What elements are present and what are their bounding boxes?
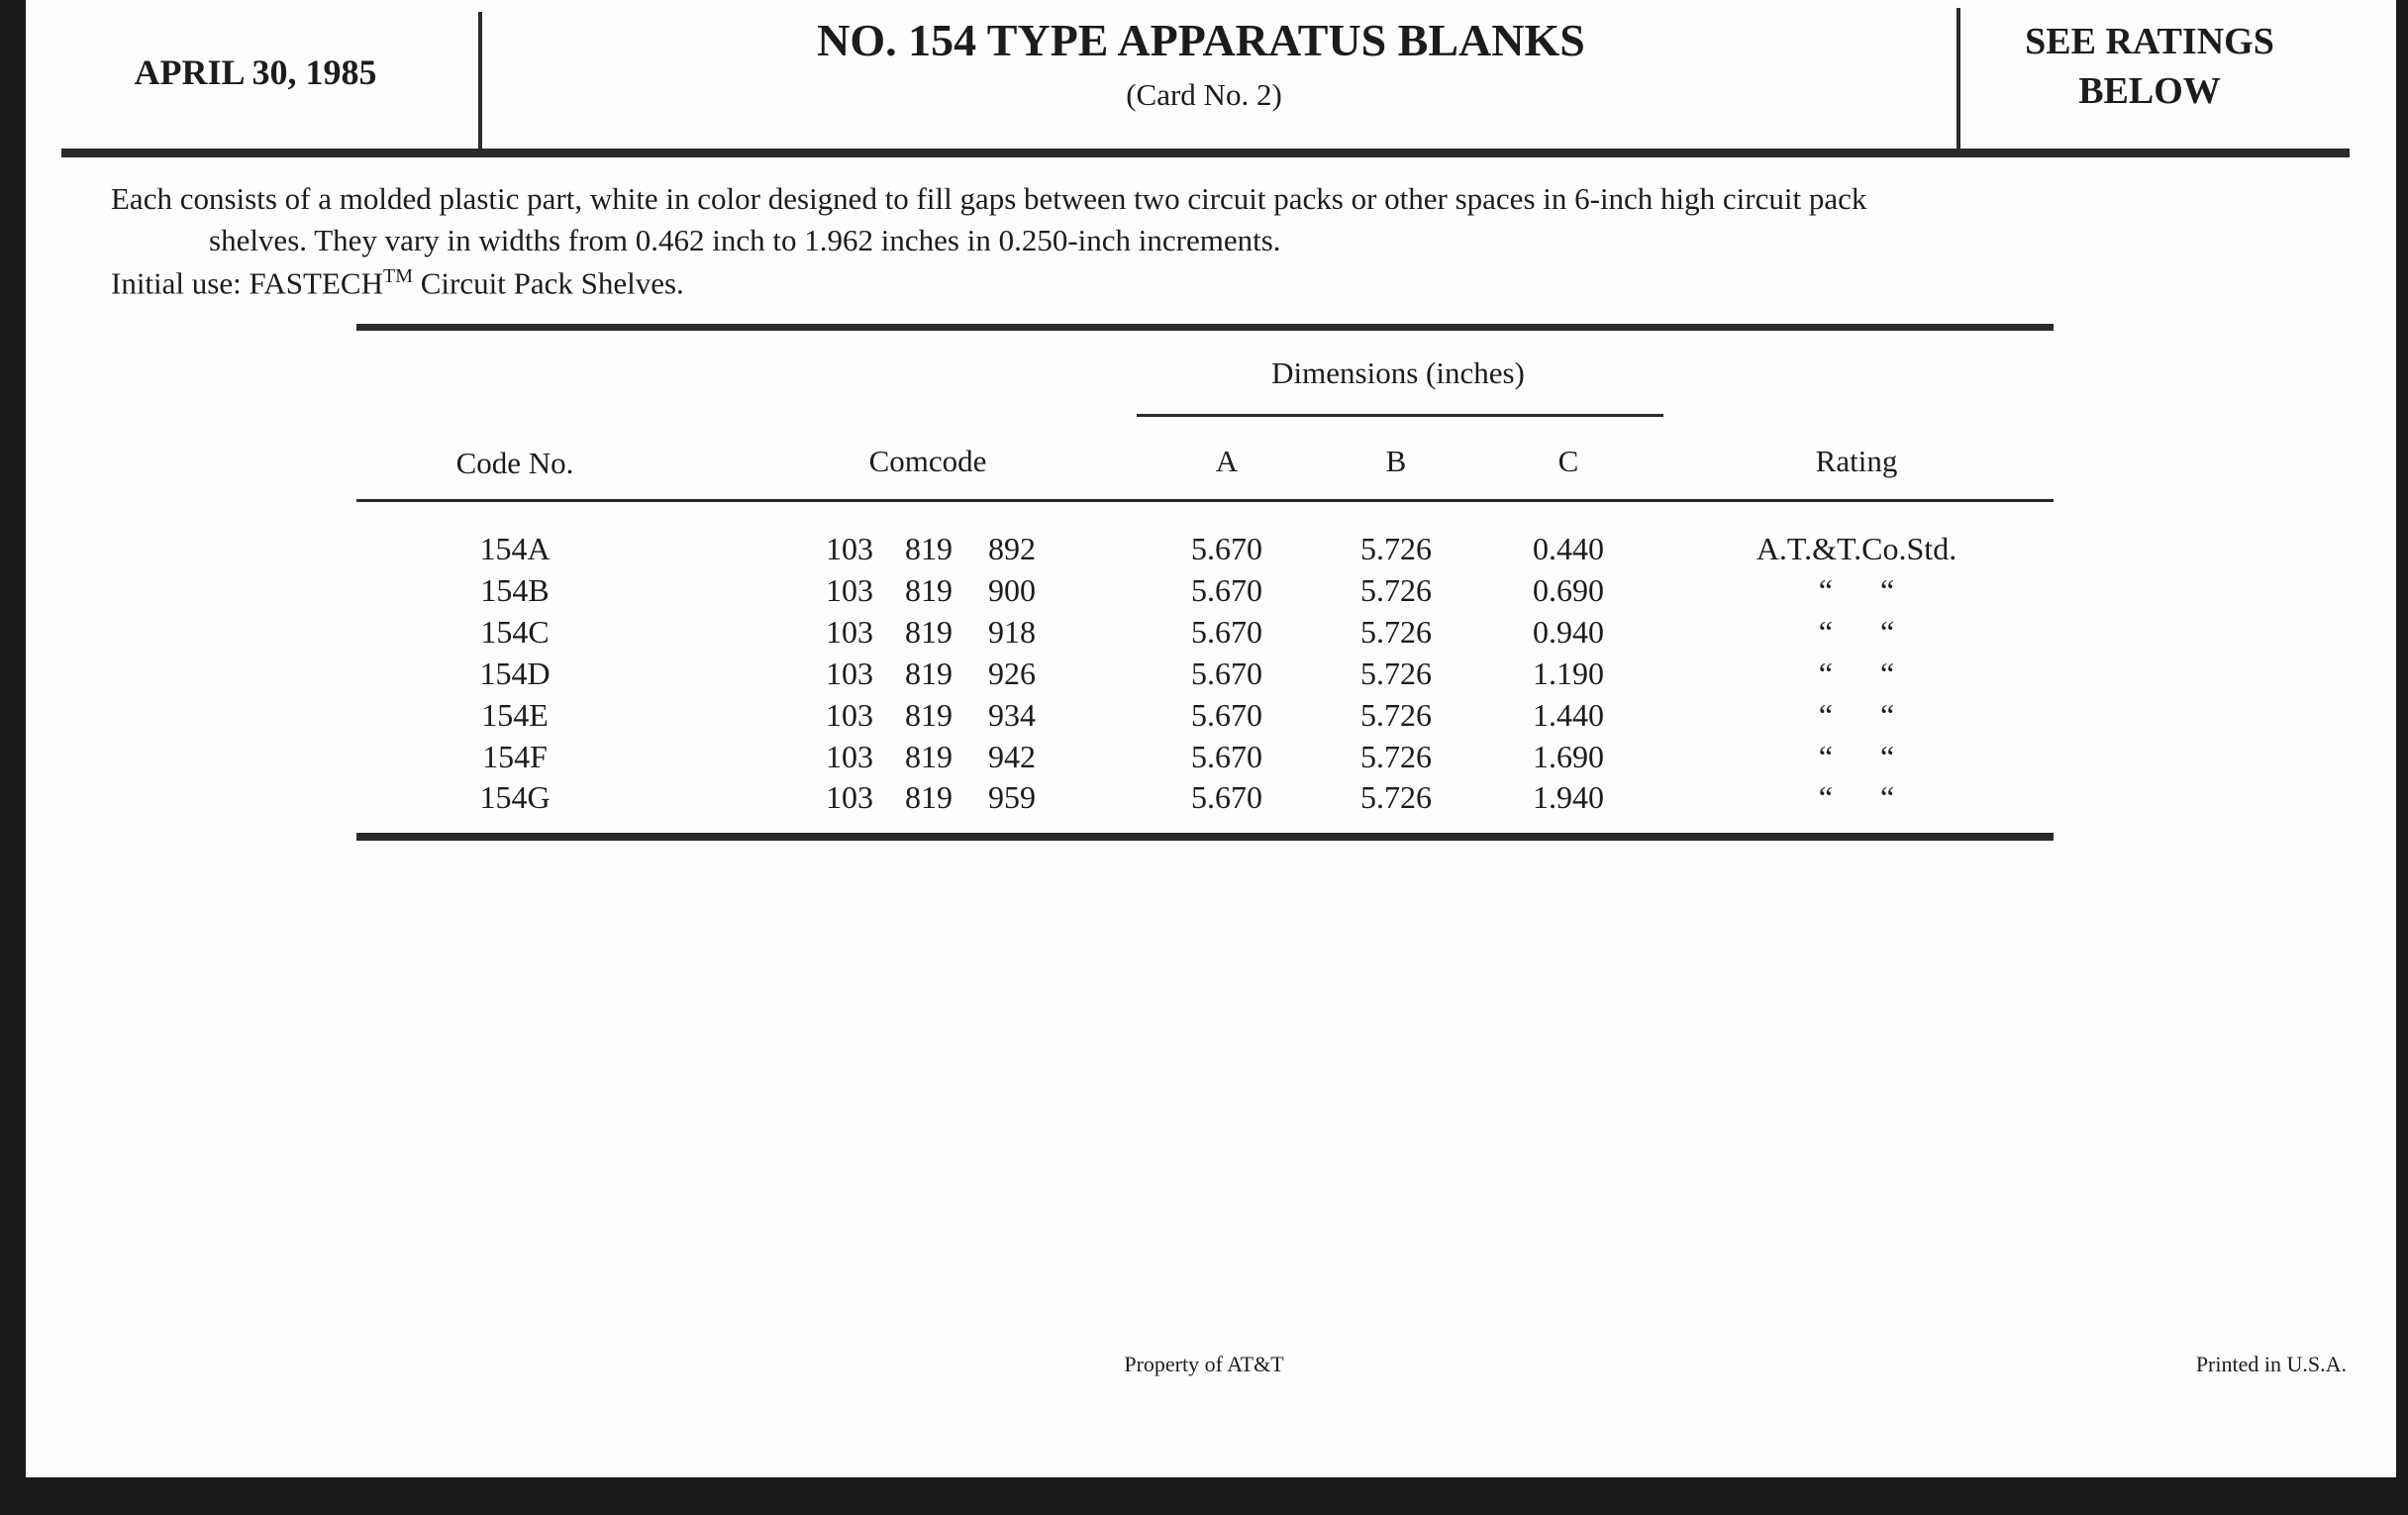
cell-rating: “ “ — [1818, 696, 1895, 733]
cell-comcode-part-2: 819 — [905, 696, 953, 733]
cell-code: 154C — [480, 613, 550, 650]
dimensions-rule — [1137, 414, 1663, 417]
cell-comcode-part-3: 959 — [988, 779, 1036, 816]
initial-use-suffix: Circuit Pack Shelves. — [412, 265, 684, 301]
cell-dimension-c: 1.940 — [1533, 779, 1604, 816]
header-divider-right — [1956, 8, 1960, 152]
header-divider-left — [478, 12, 482, 153]
trademark: TM — [382, 265, 413, 287]
cell-dimension-a: 5.670 — [1191, 613, 1262, 650]
cell-code: 154F — [482, 738, 548, 774]
cell-dimension-a: 5.670 — [1191, 738, 1262, 774]
cell-dimension-b: 5.726 — [1360, 613, 1432, 650]
card-number: (Card No. 2) — [1126, 77, 1282, 112]
description-line-2: shelves. They vary in widths from 0.462 inch to 1.962 inches in 0.250-inch increments. — [209, 223, 1281, 257]
cell-dimension-b: 5.726 — [1360, 696, 1432, 733]
cell-dimension-b: 5.726 — [1360, 571, 1432, 608]
column-header-rating: Rating — [1815, 444, 1898, 478]
column-header-comcode: Comcode — [868, 444, 987, 478]
cell-comcode-part-3: 892 — [988, 531, 1036, 566]
cell-comcode-part-2: 819 — [905, 531, 953, 566]
column-header-code: Code No. — [455, 446, 574, 480]
cell-comcode-part-1: 103 — [826, 571, 873, 608]
cell-code: 154E — [481, 696, 549, 733]
cell-dimension-c: 0.440 — [1533, 531, 1604, 566]
description-line-1: Each consists of a molded plastic part, white in color designed to fill gaps between two circuit packs or other spaces in 6-inch high circuit pack — [111, 181, 1867, 216]
cell-rating: “ “ — [1818, 613, 1895, 650]
cell-dimension-c: 0.690 — [1533, 571, 1604, 608]
cell-comcode-part-3: 942 — [988, 738, 1036, 774]
cell-comcode-part-2: 819 — [905, 779, 953, 816]
table-bottom-rule — [356, 833, 2054, 841]
header-rule — [61, 149, 2350, 157]
cell-comcode-part-1: 103 — [826, 531, 873, 566]
column-header-b: B — [1385, 444, 1407, 478]
cell-code: 154A — [479, 531, 551, 566]
cell-comcode-part-3: 918 — [988, 613, 1036, 650]
cell-rating: “ “ — [1818, 571, 1895, 608]
cell-rating: “ “ — [1818, 779, 1895, 816]
cell-code: 154B — [480, 571, 550, 608]
cell-dimension-c: 1.190 — [1533, 655, 1604, 691]
column-header-a: A — [1215, 444, 1239, 478]
cell-dimension-b: 5.726 — [1360, 738, 1432, 774]
cell-comcode-part-1: 103 — [826, 613, 873, 650]
initial-use-prefix: Initial use: FASTECH — [111, 265, 383, 301]
cell-dimension-a: 5.670 — [1191, 655, 1262, 691]
dimensions-group-header: Dimensions (inches) — [1271, 355, 1525, 390]
cell-dimension-b: 5.726 — [1360, 531, 1432, 566]
cell-comcode-part-2: 819 — [905, 613, 953, 650]
cell-rating: “ “ — [1818, 738, 1895, 774]
table-top-rule — [356, 324, 2054, 331]
cell-comcode-part-3: 900 — [988, 571, 1036, 608]
cell-comcode-part-1: 103 — [826, 779, 873, 816]
cell-comcode-part-1: 103 — [826, 655, 873, 691]
cell-dimension-a: 5.670 — [1191, 779, 1262, 816]
cell-dimension-c: 1.440 — [1533, 696, 1604, 733]
cell-comcode-part-1: 103 — [826, 738, 873, 774]
cell-comcode-part-2: 819 — [905, 571, 953, 608]
cell-rating: “ “ — [1818, 655, 1895, 691]
page-title: NO. 154 TYPE APPARATUS BLANKS — [817, 15, 1585, 65]
property-notice: Property of AT&T — [1124, 1352, 1284, 1376]
cell-code: 154G — [479, 779, 551, 816]
cell-rating: A.T.&T.Co.Std. — [1756, 531, 1957, 566]
cell-comcode-part-3: 934 — [988, 696, 1036, 733]
card-date: APRIL 30, 1985 — [134, 52, 377, 92]
cell-code: 154D — [479, 655, 551, 691]
cell-dimension-c: 0.940 — [1533, 613, 1604, 650]
printed-notice: Printed in U.S.A. — [2195, 1352, 2347, 1376]
header-bottom-rule — [356, 499, 2054, 502]
cell-comcode-part-1: 103 — [826, 696, 873, 733]
cell-dimension-a: 5.670 — [1191, 696, 1262, 733]
cell-comcode-part-2: 819 — [905, 655, 953, 691]
cell-comcode-part-2: 819 — [905, 738, 953, 774]
cell-comcode-part-3: 926 — [988, 655, 1036, 691]
ratings-note-line1: SEE RATINGS — [2025, 21, 2274, 62]
cell-dimension-c: 1.690 — [1533, 738, 1604, 774]
ratings-note-line2: BELOW — [2078, 70, 2221, 112]
cell-dimension-a: 5.670 — [1191, 571, 1262, 608]
column-header-c: C — [1557, 444, 1579, 478]
cell-dimension-a: 5.670 — [1191, 531, 1262, 566]
initial-use — [111, 265, 684, 301]
cell-dimension-b: 5.726 — [1360, 779, 1432, 816]
cell-dimension-b: 5.726 — [1360, 655, 1432, 691]
